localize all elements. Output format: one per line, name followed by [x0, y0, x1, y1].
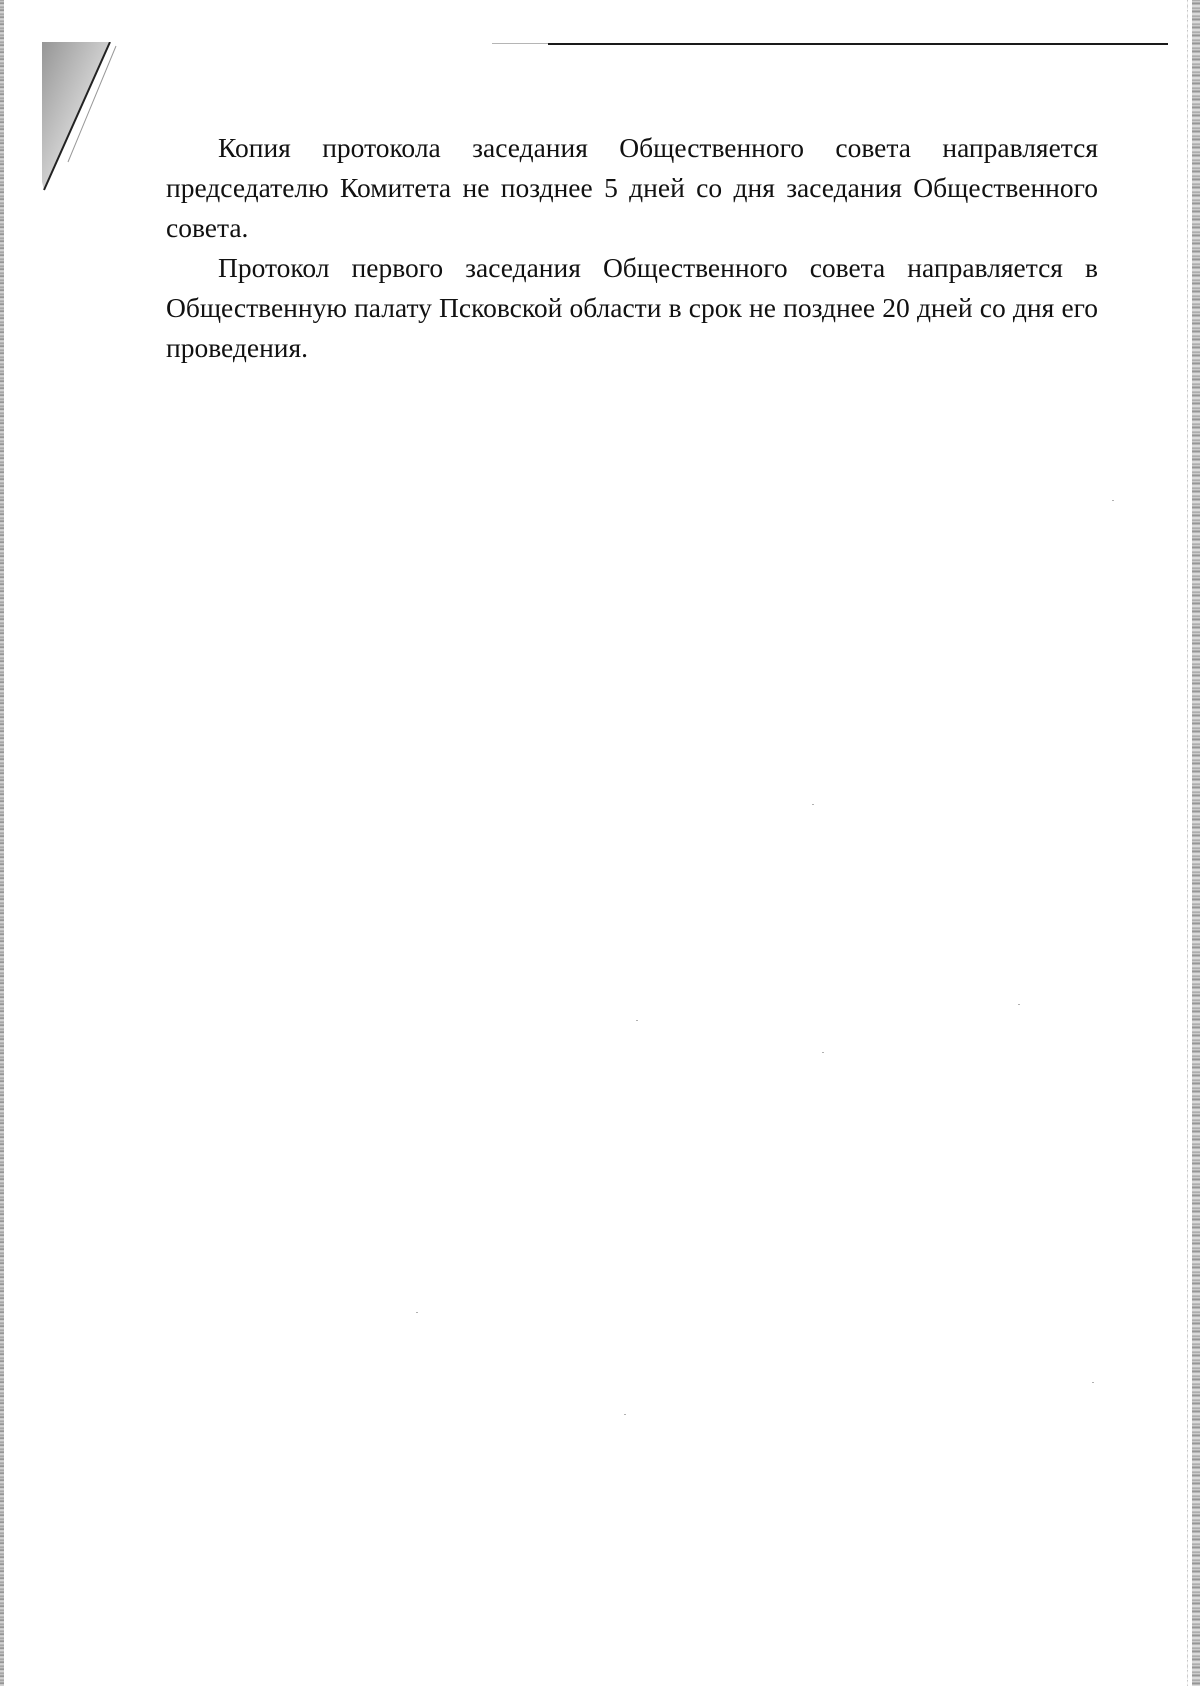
scan-speck	[1112, 500, 1114, 501]
paragraph-2: Протокол первого заседания Общественного совета направляется в Общественную палату Псковской области в срок не позднее 20 дней со дня его проведения.	[166, 252, 1098, 363]
scan-edge-left	[0, 0, 4, 1686]
body-text	[166, 128, 1098, 368]
top-rule	[548, 43, 1168, 45]
scan-edge-right-inner	[1187, 0, 1188, 1686]
scan-speck	[1092, 1382, 1094, 1383]
paragraph-1: Копия протокола заседания Общественного совета направляется председателю Комитета не позднее 5 дней со дня заседания Общественного совета.	[166, 132, 1098, 243]
top-rule-faint	[492, 43, 548, 44]
scan-speck	[636, 1020, 638, 1021]
scan-edge-right	[1192, 0, 1200, 1686]
scan-speck	[812, 804, 814, 805]
scan-speck	[822, 1052, 824, 1053]
scan-speck	[624, 1414, 626, 1415]
scan-speck	[1018, 1004, 1020, 1005]
folded-corner-artifact	[38, 42, 118, 192]
scan-speck	[416, 1312, 418, 1313]
